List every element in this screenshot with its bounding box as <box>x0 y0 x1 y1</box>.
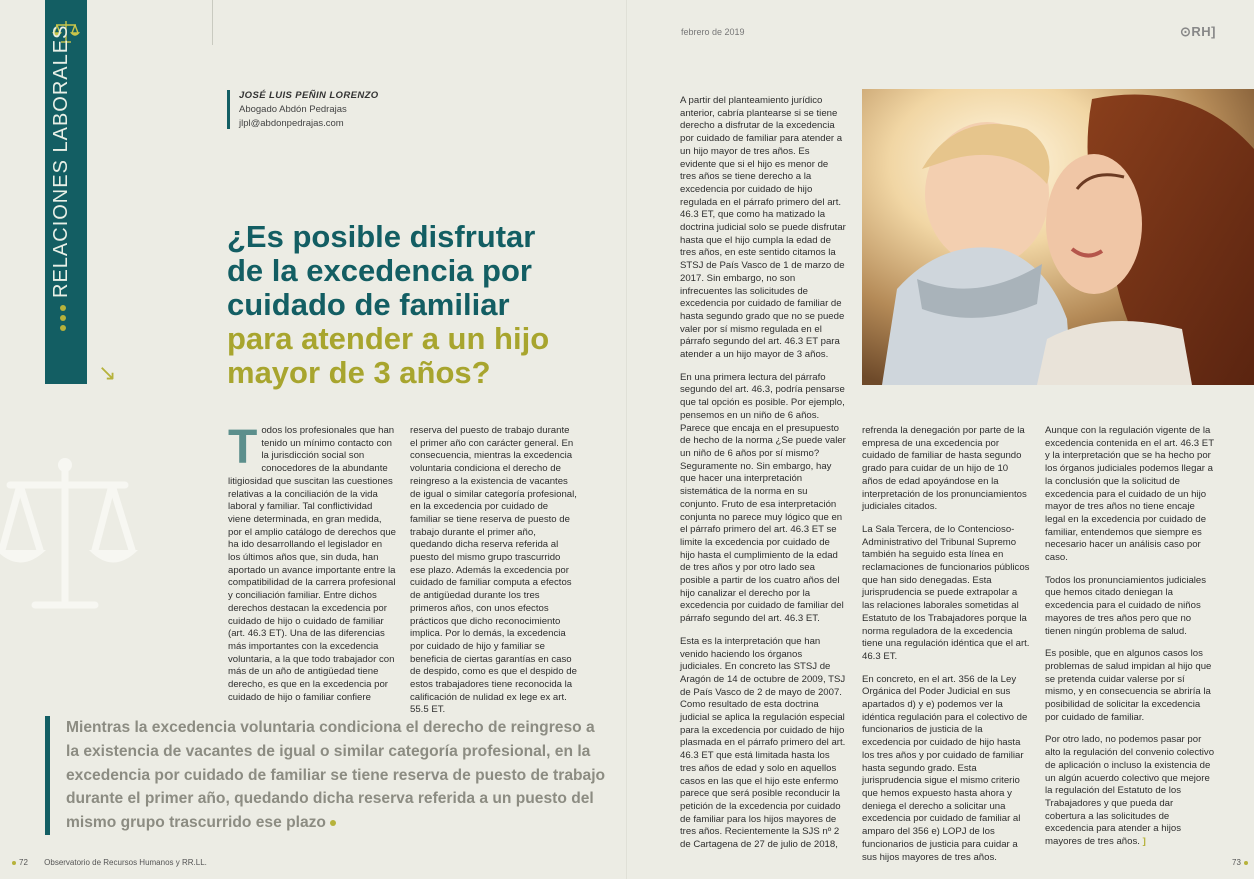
footer-left <box>12 858 207 867</box>
paragraph: reserva del puesto de trabajo durante el primer año con carácter general. En consecuencia, mientras la excedencia voluntaria condiciona el derecho de reingreso a la existencia de vacantes de igual o similar categoría profesional, en la excedencia por cuidado de familiar se tiene reserva de puesto de trabajo durante el primer año, quedando dicha reserva referida al puesto del mismo grupo trascurrido ese plazo. Además la excedencia por cuidado de familiar computa a efectos de antigüedad durante los tres primeros años, con unos efectos prácticos que dicho reconocimiento implica. Por lo demás, la excedencia por cuidado de hijo y familiar se beneficia de ciertas garantías en caso de despido, como es que el despido de estos trabajadores tiene reconocida la calificación de nulidad ex lege ex art. 55.5 ET. <box>410 425 577 716</box>
mother-and-child-photo <box>862 89 1254 385</box>
paragraph: refrenda la denegación por parte de la empresa de una excedencia por cuidado de familiar de hasta segundo grado para cuidar de un hijo de 10 años de edad apoyándose en la interpretación de los pronunciamientos judiciales citados. <box>862 425 1027 513</box>
author-block <box>227 90 379 129</box>
paragraph: En concreto, en el art. 356 de la Ley Orgánica del Poder Judicial en sus apartados d) y e) podemos ver la idéntica regulación para el colectivo de funcionarios de justicia de la excedencia por cuidado de hijo hasta los tres años y por cuidado de familiar hasta segundo grado. Esta jurisprudencia sigue el mismo criterio que hemos expuesto hasta ahora y deniega el derecho a solicitar una excedencia por cuidado de familiar al amparo del 356 e) LOPJ de los funcionarios de justicia para cuidar a sus hijos mayores de tres años. <box>862 673 1028 863</box>
paragraph: A partir del planteamiento jurídico anterior, cabría plantearse si se tiene derecho a disfrutar de la excedencia por cuidado de familiar para atender a un hijo mayor de tres años. Es evidente que si el hijo es menor de tres años se tiene derecho a la excedencia por cuidado de hijo regulada en el párrafo primero del art. 46.3 ET, que como ha matizado la doctrina judicial solo se puede disfrutar hasta que el hijo cumpla la edad de tres años, en este sentido citamos la STSJ de País Vasco de 1 de marzo de 2017. Sin embargo, no son infrecuentes las solicitudes de excedencia por cuidado de familiar de hasta segundo grado que no se puede valer por sí mismo regulada en el párrafo segundo del art. 46.3 ET para atender a un hijo mayor de 3 años. <box>680 95 846 361</box>
pull-quote-text: Mientras la excedencia voluntaria condiciona el derecho de reingreso a la existencia de vacantes de igual o similar categoría profesional, en la excedencia por cuidado de familiar se tiene reserva de puesto de trabajo durante el primer año, quedando dicha reserva referida a un puesto del mismo grupo trascurrido ese plazo <box>66 719 606 832</box>
paragraph: Es posible, que en algunos casos los problemas de salud impidan al hijo que se pretenda cuidar valerse por sí mismo, y en consecuencia se abriría la posibilidad de solicitar la excedencia por cuidado de familiar. <box>1045 648 1212 723</box>
bullet-dot <box>1244 861 1248 865</box>
page-number-right: 73 <box>1232 858 1241 867</box>
publication-name: Observatorio de Recursos Humanos y RR.LL. <box>44 858 207 867</box>
author-name: JOSÉ LUIS PEÑIN LORENZO <box>239 90 379 101</box>
bullet-dot <box>12 861 16 865</box>
paragraph: La Sala Tercera, de lo Contencioso-Administrativo del Tribunal Supremo también ha seguido esta línea en reclamaciones de funcionarios públicos que han sido denegadas. Esta jurisprudencia se puede extrapolar a las relaciones laborales sometidas al Estatuto de los Trabajadores porque la norma reguladora de la excedencia tiene una regulación idéntica que el art. 46.3 ET. <box>862 523 1030 662</box>
section-label: RELACIONES LABORALES <box>50 24 72 298</box>
body-column-2 <box>410 425 578 727</box>
body-column-5 <box>1045 425 1215 859</box>
headline-line: para atender a un hijo <box>227 321 550 356</box>
page-gutter <box>626 0 628 879</box>
headline-line: mayor de 3 años? <box>227 355 491 390</box>
paragraph: Esta es la interpretación que han venido haciendo los órganos judiciales. En concreto las STSJ de Aragón de 14 de octubre de 2009, TSJ de País Vasco de 2 de mayo de 2007. Como resultado de esta doctrina judicial se aplica la regulación especial para la excedencia por cuidado de hijo plasmada en el párrafo primero del art. 46.3 ET que está limitada hasta los tres años de edad y solo en aquellos casos en las que el hijo este enfermo parece que será posible reconducir la petición de la excedencia por cuidado de familiar para los hijos mayores de tres años. Recientemente la SJS nº 2 de Cartagena de 27 de julio de 2018, <box>680 635 846 851</box>
arrow-down-right-icon: ↘ <box>98 360 117 385</box>
page-number-left: 72 <box>19 858 28 867</box>
paragraph: En una primera lectura del párrafo segundo del art. 46.3, podría pensarse que tal opción es posible. Por ejemplo, pensemos en un niño de 6 años. Parece que encaja en el presupuesto de hecho de la norma ¿Se puede valer un niño de 6 años por sí mismo? Seguramente no. Sin embargo, hay que hacer una interpretación sistemática de la norma en su conjunto. Fruto de esa interpretación conjunta no parece muy lógico que en el párrafo primero del art. 46.3 ET se limite la excedencia por cuidado de hijo hasta el cumplimiento de la edad de tres años y por otro lado sea posible a partir de los cuatro años del hijo canalizar el derecho por la excedencia por cuidado de familiar del párrafo segundo del art. 46.3 ET. <box>680 371 846 625</box>
bullet-dot <box>330 820 336 826</box>
pull-quote <box>45 716 611 835</box>
scales-watermark-icon <box>0 455 145 625</box>
body-column-4 <box>862 425 1030 874</box>
headline-line: de la excedencia por <box>227 253 532 288</box>
body-column-3 <box>680 95 846 862</box>
paragraph: odos los profesionales que han tenido un mínimo contacto con la jurisdicción social son conocedores de la abundante litigiosidad que suscitan las cuestiones relativas a la conciliación de la vida laboral y familiar. Tal conflictividad viene determinada, en gran medida, por el amplio catálogo de derechos que ha ido desarrollando el legislador en los últimos años que, sin duda, han aportado un avance importante entre la compatibilidad de la carrera profesional y conciliación familiar. Entre dichos derechos destacan la excedencia por cuidado de hijo o cuidado de familiar (art. 46.3 ET). Una de las diferencias más importantes con la excedencia voluntaria, a la que todo trabajador con más de un año de antigüedad tiene derecho, es que en la excedencia por cuidado de hijo o familiar confiere <box>228 425 397 703</box>
headline-line: cuidado de familiar <box>227 287 510 322</box>
author-email: jlpl@abdonpedrajas.com <box>239 118 344 129</box>
drop-cap: T <box>228 421 258 474</box>
issue-date: febrero de 2019 <box>681 27 745 37</box>
magazine-logo: ⊙RH] <box>1180 24 1216 39</box>
body-column-1 <box>228 421 397 714</box>
section-dots <box>60 305 68 335</box>
end-mark: ] <box>1142 836 1146 848</box>
author-role: Abogado Abdón Pedrajas <box>239 104 347 115</box>
paragraph: Todos los pronunciamientos judiciales que hemos citado deniegan la excedencia para el cuidado de niños mayores de tres años pero que no tienen ningún problema de salud. <box>1045 574 1207 637</box>
article-headline <box>227 220 607 390</box>
paragraph: Por otro lado, no podemos pasar por alto la regulación del convenio colectivo de aplicación o incluso la existencia de un algún acuerdo colectivo que mejore la regulación del Estatuto de los Trabajadores y que pueda dar cobertura a las solicitudes de excedencia para atender a hijos mayores de tres años. <box>1045 734 1215 848</box>
footer-right <box>1232 858 1251 867</box>
paragraph: Aunque con la regulación vigente de la excedencia contenida en el art. 46.3 ET y la interpretación que se ha hecho por los órganos judiciales podemos llegar a la conclusión que la solicitud de excedencia para el cuidado de un hijo mayor de tres años no tiene encaje legal en la excedencia por cuidado de familiar, entendemos que siempre es necesario hacer un análisis caso por caso. <box>1045 425 1214 564</box>
headline-line: ¿Es posible disfrutar <box>227 219 536 254</box>
header-divider <box>212 0 213 45</box>
